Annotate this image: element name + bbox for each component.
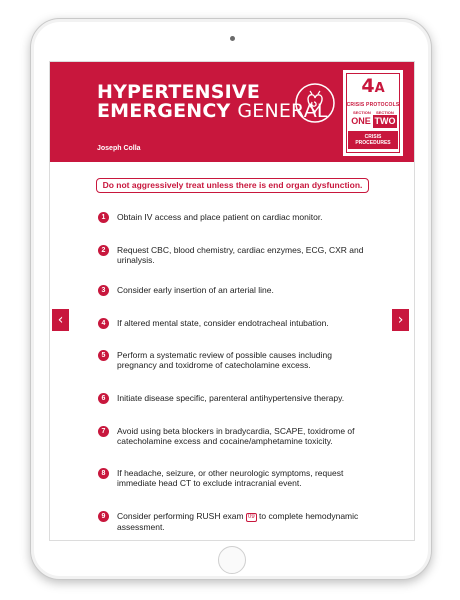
- step-number-badge: 6: [98, 393, 109, 404]
- step-number-badge: 1: [98, 212, 109, 223]
- section-two-label: SECTION: [376, 110, 394, 115]
- protocol-header: [50, 62, 415, 162]
- step-number-badge: 4: [98, 318, 109, 329]
- step-number-badge: 2: [98, 245, 109, 256]
- section-one-label: SECTION: [353, 110, 371, 115]
- title-line-1: HYPERTENSIVE: [97, 81, 261, 103]
- step-text-before: Consider performing RUSH exam: [117, 511, 244, 521]
- camera-dot: [230, 36, 235, 41]
- tablet-device: [30, 18, 432, 580]
- step-text: Perform a systematic review of possible causes including pregnancy and toxidrome of catecholamine excess.: [117, 350, 332, 370]
- step-text: If headache, seizure, or other neurologic symptoms, request immediate head CT to exclude intracranial event.: [117, 468, 344, 488]
- step-number-badge: 5: [98, 350, 109, 361]
- badge-footer: [348, 131, 398, 149]
- home-button[interactable]: [218, 546, 246, 574]
- tablet-screen: [49, 61, 415, 541]
- step-text: Avoid using beta blockers in bradycardia, SCAPE, toxidrome of catecholamine excess and cocaine/amphetamine toxicity.: [117, 426, 355, 446]
- protocol-badge: [343, 70, 403, 156]
- step-text: [117, 511, 367, 532]
- badge-subtitle: CRISIS PROTOCOLS: [346, 102, 400, 108]
- heart-kidney-emblem-icon: [294, 82, 336, 124]
- rush-exam-link[interactable]: 09: [247, 514, 255, 520]
- chevron-left-icon[interactable]: ‹: [52, 309, 69, 331]
- protocol-code-number: 4: [361, 75, 375, 97]
- warning-banner: Do not aggressively treat unless there is end organ dysfunction.: [96, 178, 369, 193]
- step-number-badge: 9: [98, 511, 109, 522]
- protocol-code-letter: A: [374, 81, 385, 96]
- section-one-tab[interactable]: ONE: [349, 115, 373, 128]
- badge-footer-line-2: PROCEDURES: [355, 140, 391, 146]
- badge-footer-line-1: CRISIS: [364, 134, 382, 140]
- step-text: If altered mental state, consider endotracheal intubation.: [117, 318, 329, 328]
- author-name: Joseph Colla: [97, 145, 141, 152]
- step-number-badge: 3: [98, 285, 109, 296]
- step-number-badge: 8: [98, 468, 109, 479]
- section-two-tab[interactable]: TWO: [374, 116, 396, 126]
- step-text: Consider early insertion of an arterial line.: [117, 285, 274, 295]
- title-light-word: GENERAL: [237, 100, 328, 122]
- title-bold-word: EMERGENCY: [97, 100, 231, 122]
- step-number-badge: 7: [98, 426, 109, 437]
- chevron-right-icon[interactable]: ›: [392, 309, 409, 331]
- step-text: Obtain IV access and place patient on cardiac monitor.: [117, 212, 323, 222]
- step-text: Request CBC, blood chemistry, cardiac enzymes, ECG, CXR and urinalysis.: [117, 245, 364, 265]
- step-text-after: to complete hemodynamic assessment.: [117, 511, 359, 532]
- step-text: Initiate disease specific, parenteral antihypertensive therapy.: [117, 393, 345, 403]
- protocol-code: [344, 77, 402, 98]
